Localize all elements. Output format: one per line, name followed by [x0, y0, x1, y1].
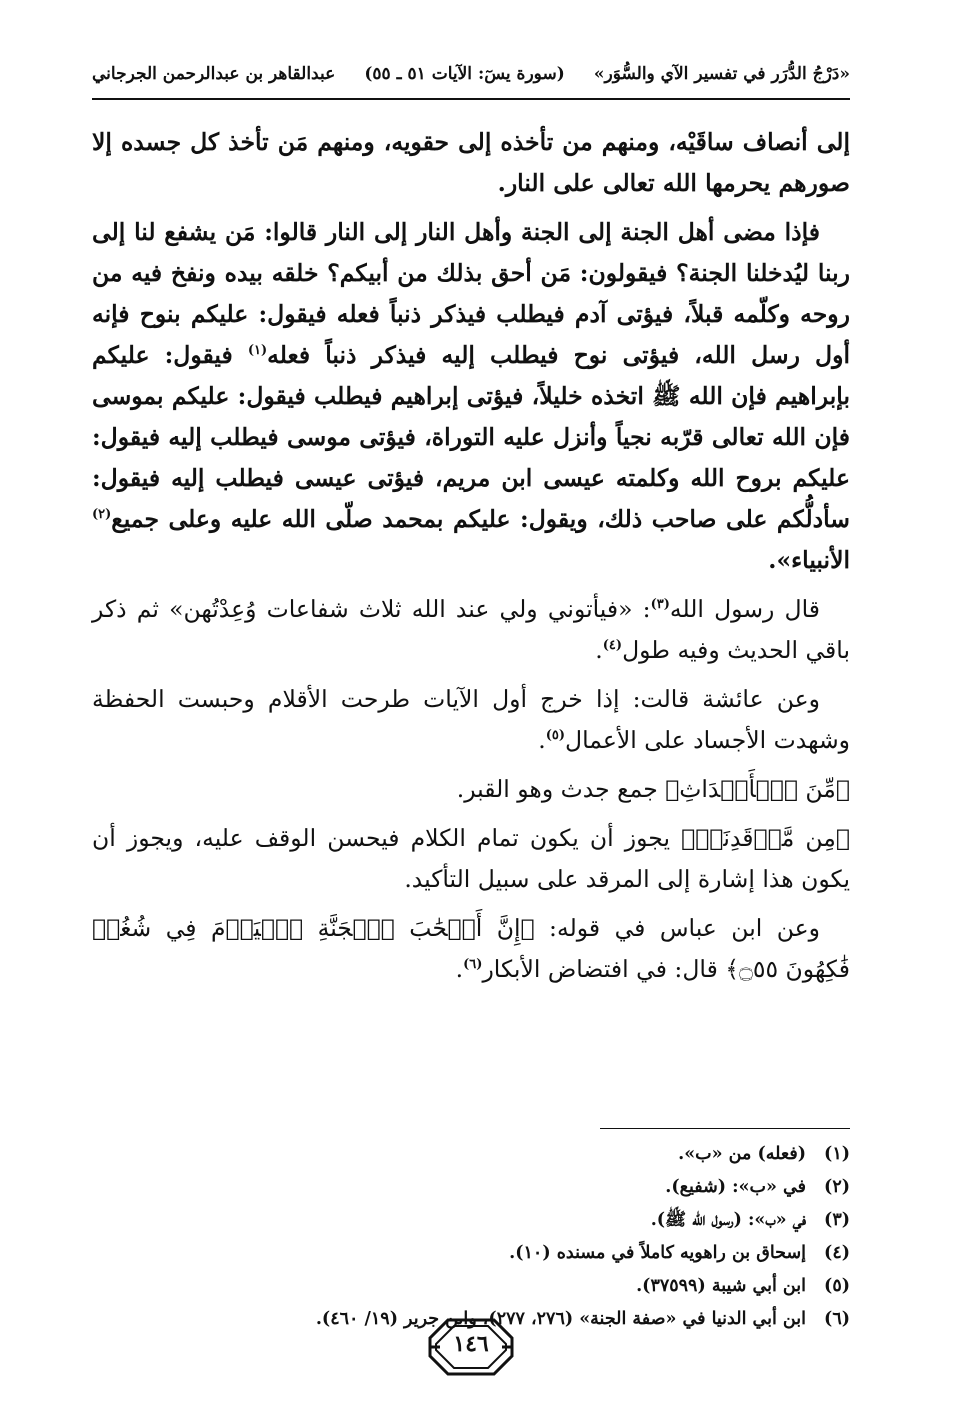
- paragraph-3-text-c: .: [595, 636, 603, 664]
- header-author: عبدالقاهر بن عبدالرحمن الجرجاني: [92, 64, 336, 84]
- paragraph-7-text-b: .: [455, 955, 464, 983]
- footnote-item: [92, 1138, 850, 1171]
- main-text: [92, 122, 850, 998]
- footnote-item: [92, 1270, 850, 1303]
- footnote-text: في «ب»: (رسول الله ﷺ).: [650, 1210, 806, 1230]
- footnote-text: إسحاق بن راهويه كاملاً في مسنده (١٠).: [509, 1243, 806, 1263]
- footnote-marker-6: (٦): [463, 957, 483, 973]
- paragraph-7-text-a: وعن ابن عباس في قوله: ﴿إِنَّ أَصۡحَٰبَ ٱلۡجَنَّةِ ٱلۡيَوۡمَ فِي شُغُلٖ فَٰكِهُونَ ۝٥٥﴾ قال: في افتضاض الأبكار: [92, 914, 850, 983]
- page-number-ornament: [426, 1316, 516, 1378]
- paragraph-3-text-b: : «فيأتوني ولي عند الله ثلاث شفاعات وُعِدْتُهن» ثم ذكر باقي الحديث وفيه طول: [92, 595, 850, 664]
- footnote-marker-5: (٥): [545, 728, 566, 744]
- paragraph-2: [92, 212, 850, 581]
- paragraph-6-text: ﴿مِن مَّرۡقَدِنَاۜ﴾ يجوز أن يكون تمام الكلام فيحسن الوقف عليه، ويجوز أن يكون هذا إشارة إلى المرقد على سبيل التأكيد.: [92, 824, 850, 893]
- footnote-marker-3: (٣): [650, 597, 670, 613]
- paragraph-1: [92, 122, 850, 204]
- paragraph-2-text-a: فإذا مضى أهل الجنة إلى الجنة وأهل النار إلى النار قالوا: مَن يشفع لنا إلى ربنا ليُدخلنا الجنة؟ فيقولون: مَن أحق بذلك من أبيكم؟ خلقه بيده ونفخ فيه من روحه وكلّمه قبلاً، فيؤتى آدم فيطلب فيذكر ذنباً فعله فيقول: عليكم بنوح فإنه أول رسل الله، فيؤتى نوح فيطلب إليه فيذكر ذنباً فعله: [92, 218, 850, 369]
- paragraph-4-text-a: وعن عائشة قالت: إذا خرج أول الآيات طرحت الأقلام وحبست الحفظة وشهدت الأجساد على الأعمال: [92, 685, 850, 754]
- book-page: [92, 54, 850, 1384]
- paragraph-2-text-c: الأنبياء».: [768, 546, 850, 574]
- footnote-number: (١): [824, 1144, 850, 1164]
- running-header: [92, 54, 850, 94]
- paragraph-2-text-b: فيقول: عليكم بإبراهيم فإن الله ﷺ اتخذه خليلاً، فيؤتى إبراهيم فيطلب فيقول: عليكم بموسى فإن الله تعالى قرّبه نجياً وأنزل عليه التوراة، فيؤتى موسى فيطلب إليه فيقول: عليكم بروح الله وكلمته عيسى ابن مريم، فيؤتى عيسى فيطلب إليه فيقول: سأدلُّكم على صاحب ذلك، ويقول: عليكم بمحمد صلّى الله عليه وعلى جميع: [92, 341, 850, 533]
- paragraph-3: [92, 589, 850, 671]
- footnote-text: في «ب»: (شفيع).: [665, 1177, 806, 1197]
- header-book-title: «دَرْجُ الدُّرَر في تفسير الآي والسُّوَر»: [593, 64, 850, 84]
- footnote-text: (فعله) من «ب».: [678, 1144, 806, 1164]
- footnote-number: (٦): [824, 1309, 850, 1329]
- paragraph-4-text-b: .: [538, 726, 546, 754]
- paragraph-6: [92, 818, 850, 900]
- footnote-number: (٣): [824, 1210, 850, 1230]
- footnote-text: ابن أبي الدنيا في «صفة الجنة» (٢٧٦، ٢٧٧)، وابن جرير (١٩/ ٤٦٠).: [315, 1309, 806, 1329]
- paragraph-3-text-a: قال رسول الله: [669, 595, 820, 623]
- footnote-item: [92, 1171, 850, 1204]
- footnote-marker-1: (١): [247, 343, 268, 359]
- paragraph-4: [92, 679, 850, 761]
- paragraph-1-text: إلى أنصاف ساقَيْه، ومنهم من تأخذه إلى حقويه، ومنهم مَن تأخذ كل جسده إلا صورهم يحرمها الله تعالى على النار.: [92, 128, 850, 197]
- footnote-item: [92, 1204, 850, 1237]
- paragraph-5: [92, 769, 850, 810]
- footnote-separator: [600, 1128, 850, 1129]
- footnote-marker-2: (٢): [92, 507, 112, 523]
- paragraph-7: [92, 908, 850, 990]
- footnote-text: ابن أبي شيبة (٣٧٥٩٩).: [636, 1276, 806, 1296]
- paragraph-5-text: ﴿مِّنَ ٱلۡأَجۡدَاثِ﴾ جمع جدث وهو القبر.: [456, 775, 850, 803]
- page-number: ١٤٦: [453, 1331, 489, 1357]
- footnote-number: (٤): [824, 1243, 850, 1263]
- header-rule: [92, 98, 850, 100]
- footnote-marker-4: (٤): [602, 638, 623, 654]
- footnote-number: (٥): [824, 1276, 850, 1296]
- footnotes-list: [92, 1138, 850, 1336]
- footnote-number: (٢): [824, 1177, 850, 1197]
- footnote-item: [92, 1237, 850, 1270]
- header-surah-reference: (سورة يسٓ: الآيات ٥١ ـ ٥٥): [364, 64, 565, 84]
